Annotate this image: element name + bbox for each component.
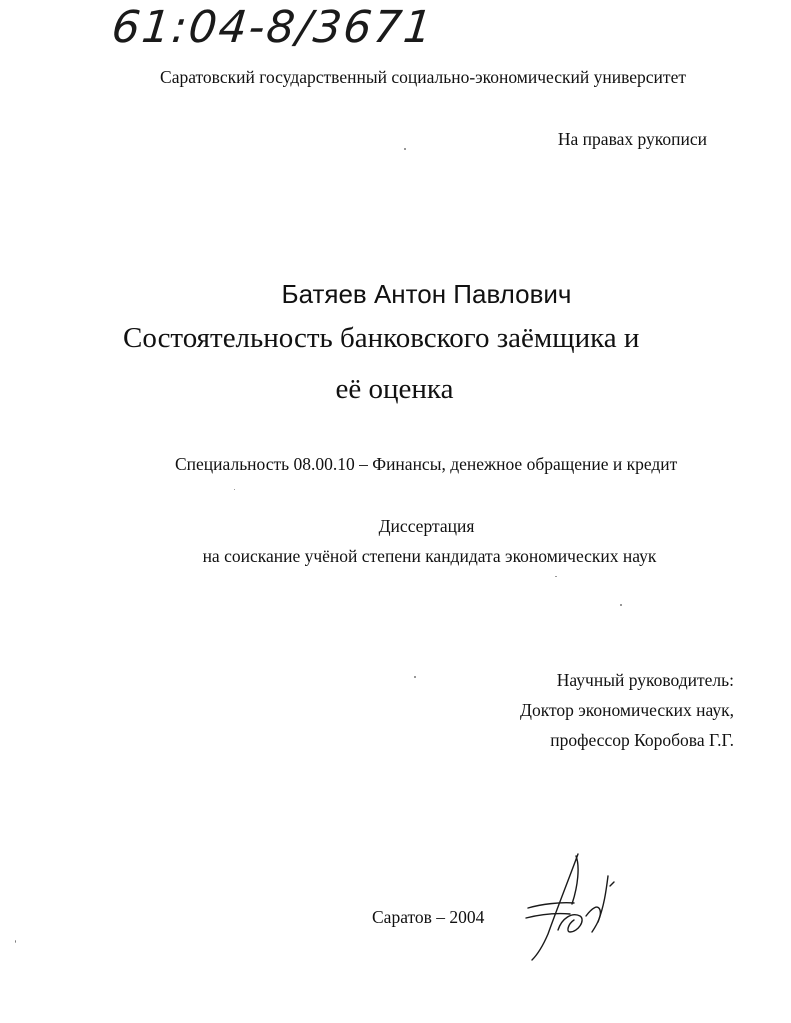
specialty-line: Специальность 08.00.10 – Финансы, денежное обращение и кредит [175,454,678,474]
place-and-year: Саратов – 2004 [372,907,485,927]
scan-speck [620,604,622,606]
university-name: Саратовский государственный социально-экономический университет [160,67,686,87]
author-name: Батяев Антон Павлович [281,279,572,309]
scan-speck [555,576,557,577]
document-type: Диссертация [378,516,475,536]
signature-icon [508,846,628,966]
manuscript-rights-note: На правах рукописи [557,129,707,149]
supervisor-name: профессор Коробова Г.Г. [550,730,734,750]
degree-line: на соискание учёной степени кандидата экономических наук [202,546,657,566]
dissertation-title-line-2: её оценка [335,373,454,405]
scan-speck [414,676,416,678]
dissertation-title-line-1: Состоятельность банковского заёмщика и [123,322,640,354]
supervisor-block [520,665,734,755]
scan-speck [234,489,235,490]
supervisor-heading: Научный руководитель: [556,670,734,690]
scan-speck [404,148,406,150]
handwritten-catalog-number: 61:04-8/3671 [109,2,437,53]
scan-speck [15,940,16,943]
supervisor-degree: Доктор экономических наук, [520,700,734,720]
